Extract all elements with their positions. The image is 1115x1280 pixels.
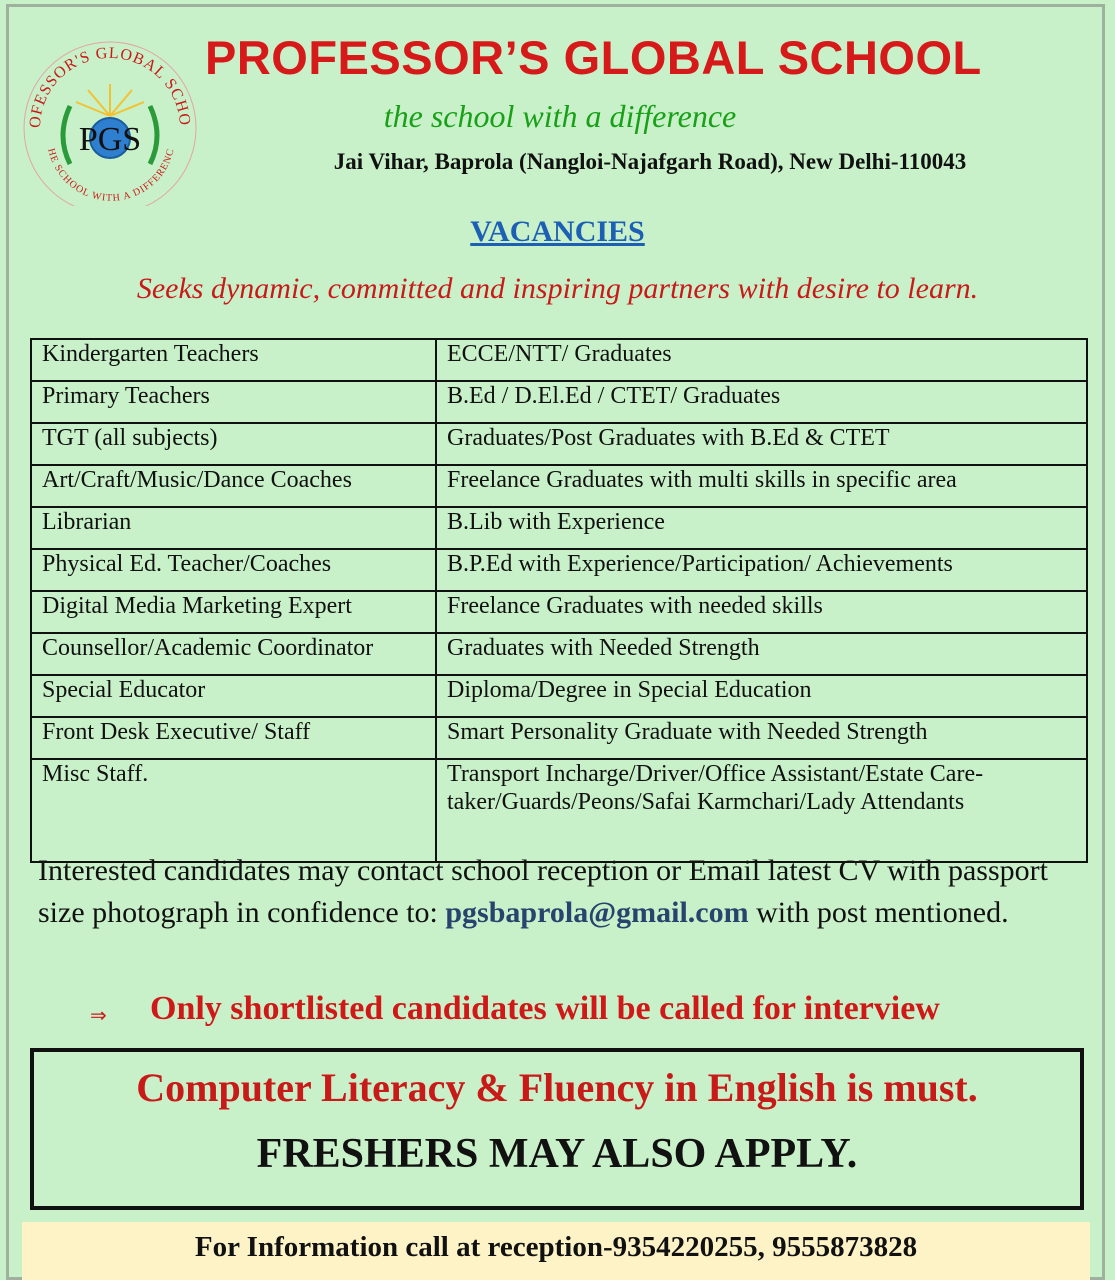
requirements-box xyxy=(30,1048,1084,1210)
post-cell: TGT (all subjects) xyxy=(31,423,436,465)
post-cell: Digital Media Marketing Expert xyxy=(31,591,436,633)
contact-paragraph xyxy=(38,850,1078,934)
literacy-requirement: Computer Literacy & Fluency in English is must. xyxy=(136,1065,978,1110)
shortlist-note: Only shortlisted candidates will be called for interview xyxy=(150,990,940,1027)
table-row xyxy=(31,591,1087,633)
qualification-cell: B.Lib with Experience xyxy=(436,507,1087,549)
post-cell: Kindergarten Teachers xyxy=(31,339,436,381)
qualification-cell: B.Ed / D.El.Ed / CTET/ Graduates xyxy=(436,381,1087,423)
logo-ring-top: OFESSOR'S GLOBAL SCHO xyxy=(26,44,194,129)
qualification-cell: Graduates with Needed Strength xyxy=(436,633,1087,675)
qualification-cell: Transport Incharge/Driver/Office Assistant/Estate Care-taker/Guards/Peons/Safai Karmchari/Lady Attendants xyxy=(436,759,1087,862)
table-row xyxy=(31,381,1087,423)
post-cell: Front Desk Executive/ Staff xyxy=(31,717,436,759)
table-row xyxy=(31,423,1087,465)
contact-email-link[interactable]: pgsbaprola@gmail.com xyxy=(445,896,749,929)
post-cell: Physical Ed. Teacher/Coaches xyxy=(31,549,436,591)
logo-ring-bottom: HE SCHOOL WITH A DIFFERENC xyxy=(45,147,177,204)
vacancy-table xyxy=(30,338,1088,863)
table-row xyxy=(31,759,1087,862)
qualification-cell: Graduates/Post Graduates with B.Ed & CTET xyxy=(436,423,1087,465)
qualification-cell: Freelance Graduates with multi skills in specific area xyxy=(436,465,1087,507)
table-row xyxy=(31,339,1087,381)
table-row xyxy=(31,465,1087,507)
table-row xyxy=(31,675,1087,717)
logo-initials: PGS xyxy=(78,121,142,158)
qualification-cell: Smart Personality Graduate with Needed Strength xyxy=(436,717,1087,759)
post-cell: Librarian xyxy=(31,507,436,549)
qualification-cell: B.P.Ed with Experience/Participation/ Achievements xyxy=(436,549,1087,591)
post-cell: Primary Teachers xyxy=(31,381,436,423)
qualification-cell: Diploma/Degree in Special Education xyxy=(436,675,1087,717)
school-address: Jai Vihar, Baprola (Nangloi-Najafgarh Road), New Delhi-110043 xyxy=(333,149,967,174)
post-cell: Art/Craft/Music/Dance Coaches xyxy=(31,465,436,507)
table-row xyxy=(31,549,1087,591)
qualification-cell: ECCE/NTT/ Graduates xyxy=(436,339,1087,381)
school-logo xyxy=(18,36,200,206)
freshers-note: FRESHERS MAY ALSO APPLY. xyxy=(256,1131,858,1177)
info-footer: For Information call at reception-9354220255, 9555873828 xyxy=(22,1222,1090,1280)
school-name: PROFESSOR’S GLOBAL SCHOOL xyxy=(205,31,982,84)
vacancies-heading: VACANCIES xyxy=(470,215,645,248)
contact-text-after: with post mentioned. xyxy=(748,896,1009,929)
arrow-icon: ⇒ xyxy=(90,1005,107,1027)
post-cell: Counsellor/Academic Coordinator xyxy=(31,633,436,675)
table-row xyxy=(31,717,1087,759)
qualification-cell: Freelance Graduates with needed skills xyxy=(436,591,1087,633)
contact-text-before: Interested candidates may contact school reception or Email latest CV with passport size photograph in confidence to: xyxy=(38,854,1048,929)
post-cell: Special Educator xyxy=(31,675,436,717)
post-cell: Misc Staff. xyxy=(31,759,436,862)
school-tagline: the school with a difference xyxy=(383,98,737,134)
table-row xyxy=(31,633,1087,675)
vacancies-intro: Seeks dynamic, committed and inspiring partners with desire to learn. xyxy=(136,272,979,305)
table-row xyxy=(31,507,1087,549)
